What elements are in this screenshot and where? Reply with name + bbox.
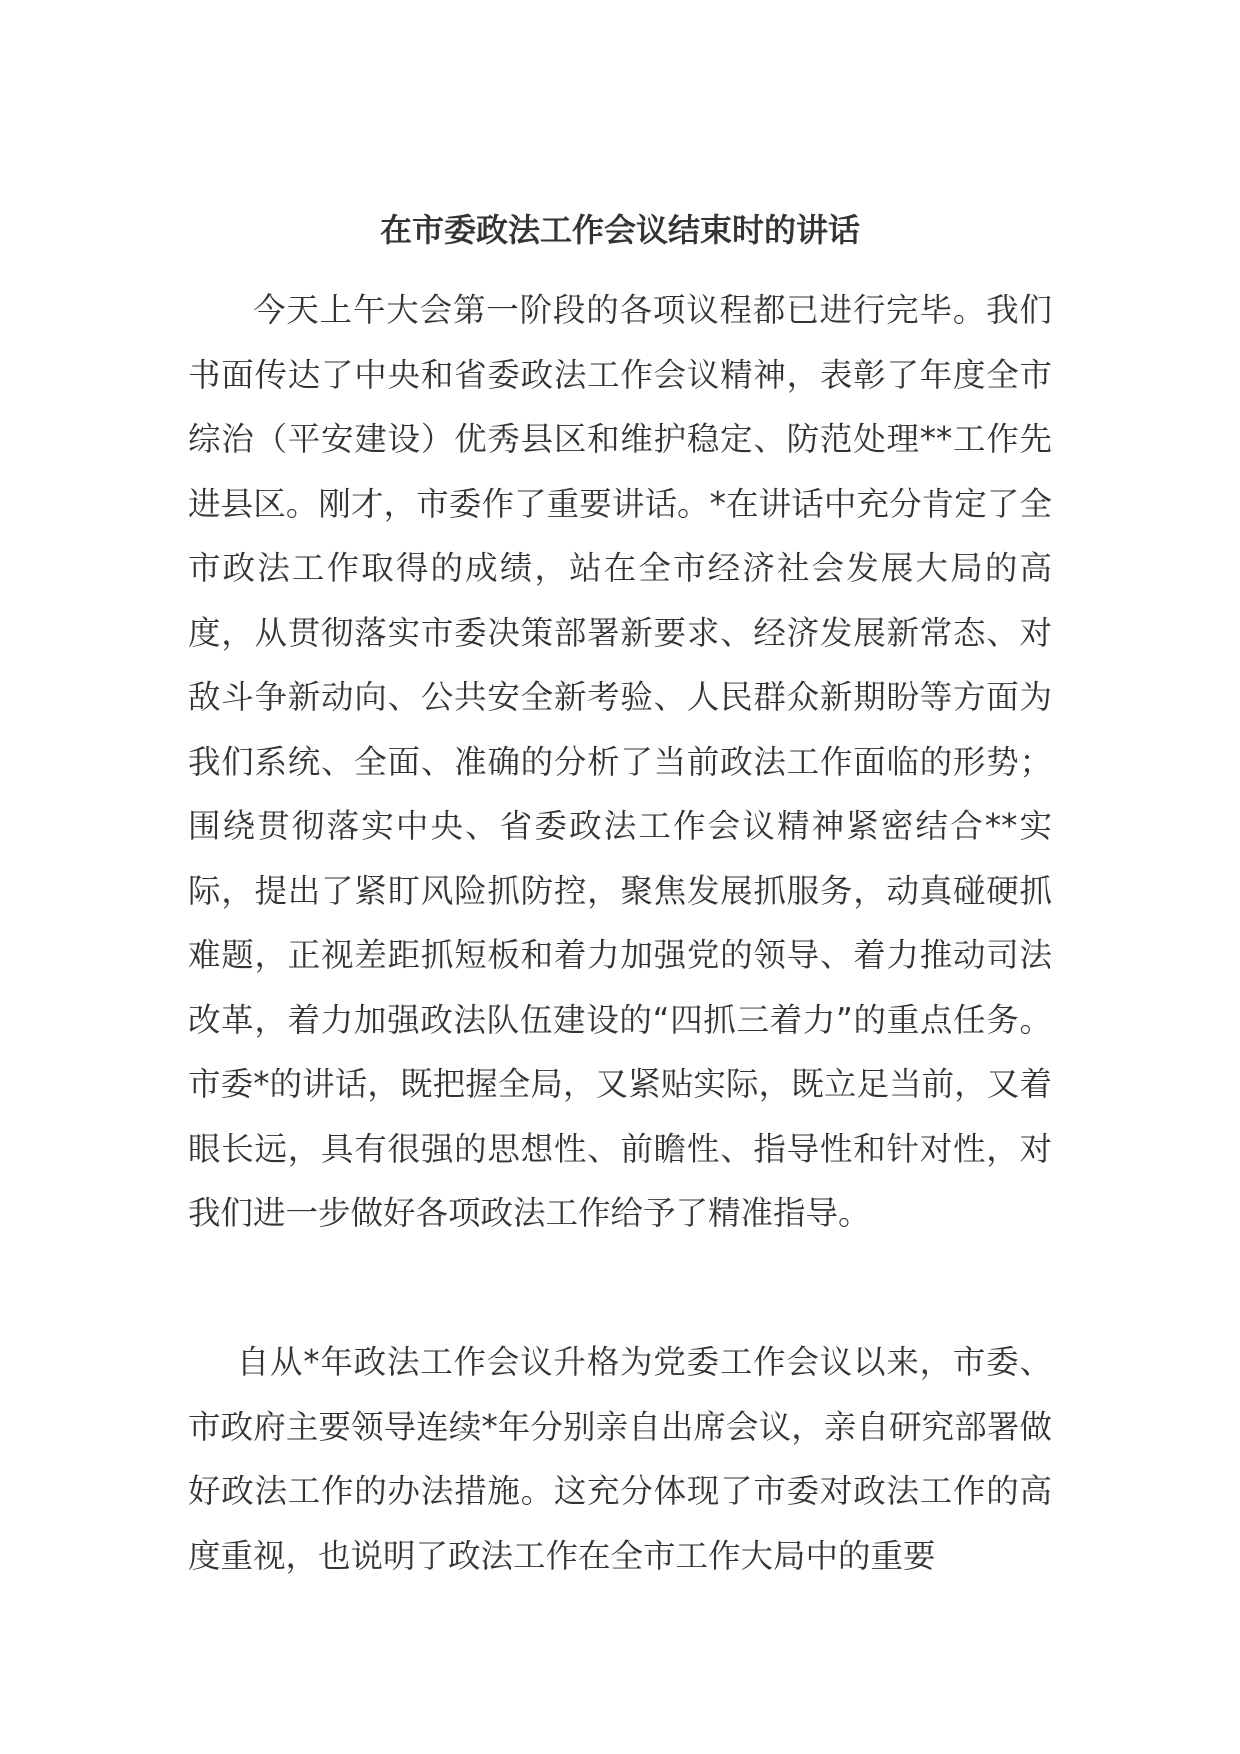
body-paragraph-1: 今天上午大会第一阶段的各项议程都已进行完毕。我们书面传达了中央和省委政法工作会议精神，表彰了年度全市综治（平安建设）优秀县区和维护稳定、防范处理**工作先进县区。刚才，市委作了重要讲话。*在讲话中充分肯定了全市政法工作取得的成绩，站在全市经济社会发展大局的高度，从贯彻落实市委决策部署新要求、经济发展新常态、对敌斗争新动向、公共安全新考验、人民群众新期盼等方面为我们系统、全面、准确的分析了当前政法工作面临的形势；围绕贯彻落实中央、省委政法工作会议精神紧密结合**实际，提出了紧盯风险抓防控，聚焦发展抓服务，动真碰硬抓难题，正视差距抓短板和着力加强党的领导、着力推动司法改革，着力加强政法队伍建设的“四抓三着力”的重点任务。市委*的讲话，既把握全局，又紧贴实际，既立足当前，又着眼长远，具有很强的思想性、前瞻性、指导性和针对性，对我们进一步做好各项政法工作给予了精准指导。 xyxy=(188,291,1052,1232)
body-paragraph-2: 自从*年政法工作会议升格为党委工作会议以来，市委、市政府主要领导连续*年分别亲自出席会议，亲自研究部署做好政法工作的办法措施。这充分体现了市委对政法工作的高度重视，也说明了政法工作在全市工作大局中的重要 xyxy=(188,1343,1052,1575)
document-title: 在市委政法工作会议结束时的讲话 xyxy=(379,211,860,249)
